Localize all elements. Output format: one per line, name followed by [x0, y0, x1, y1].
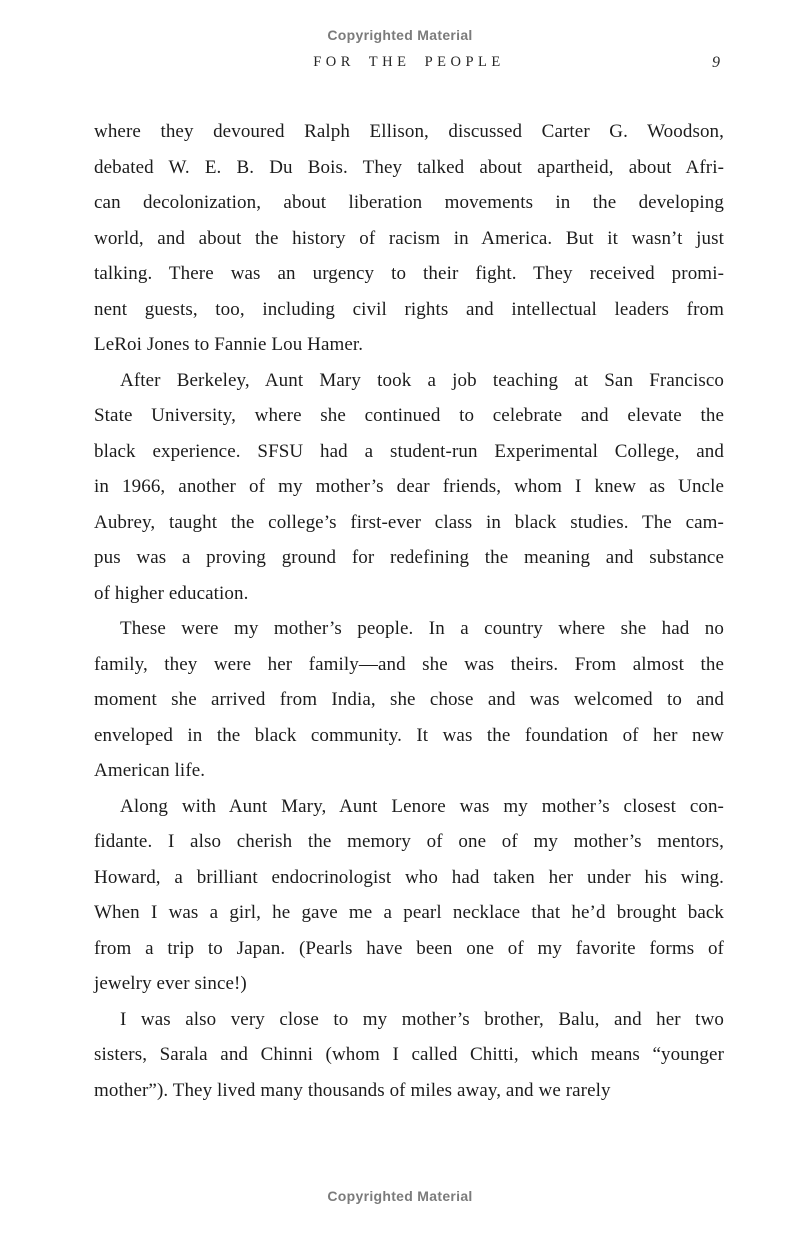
text-line: mother”). They lived many thousands of miles away, and we rarely [94, 1079, 611, 1101]
text-line: enveloped in the black community. It was the foundation of her new [94, 724, 724, 746]
text-line: black experience. SFSU had a student-run Experimental College, and [94, 440, 724, 462]
text-line: pus was a proving ground for redefining the meaning and substance [94, 547, 724, 568]
text-line: After Berkeley, Aunt Mary took a job teaching at San Francisco [120, 369, 724, 391]
copyright-notice-top: Copyrighted Material [327, 27, 473, 43]
paragraph [94, 114, 724, 363]
text-line: When I was a girl, he gave me a pearl necklace that he’d brought back [94, 902, 724, 923]
text-line: where they devoured Ralph Ellison, discussed Carter G. Woodson, [94, 121, 724, 142]
text-line: from a trip to Japan. (Pearls have been one of my favorite forms of [94, 937, 724, 959]
text-line: nent guests, too, including civil rights and intellectual leaders from [94, 298, 724, 320]
text-line: American life. [94, 760, 206, 781]
body-text [94, 114, 724, 1108]
paragraph [94, 1002, 724, 1109]
text-line: of higher education. [94, 582, 249, 604]
text-line: fidante. I also cherish the memory of one of my mother’s mentors, [94, 831, 724, 852]
running-header-title: FOR THE PEOPLE [313, 54, 505, 70]
paragraph [94, 789, 724, 1002]
text-line: Along with Aunt Mary, Aunt Lenore was my mother’s closest con- [120, 795, 724, 817]
paragraph [94, 363, 724, 612]
text-line: can decolonization, about liberation movements in the developing [94, 192, 724, 213]
paragraph [94, 611, 724, 789]
text-line: sisters, Sarala and Chinni (whom I called Chitti, which means “younger [94, 1044, 724, 1065]
page-number: 9 [712, 54, 720, 71]
copyright-notice-bottom: Copyrighted Material [327, 1188, 473, 1204]
text-line: talking. There was an urgency to their fight. They received promi- [94, 263, 724, 284]
text-line: State University, where she continued to celebrate and elevate the [94, 405, 724, 426]
text-line: debated W. E. B. Du Bois. They talked about apartheid, about Afri- [94, 156, 724, 178]
text-line: Howard, a brilliant endocrinologist who had taken her under his wing. [94, 866, 724, 888]
text-line: in 1966, another of my mother’s dear friends, whom I knew as Uncle [94, 476, 724, 497]
text-line: jewelry ever since!) [94, 973, 247, 994]
text-line: I was also very close to my mother’s brother, Balu, and her two [120, 1008, 724, 1030]
text-line: moment she arrived from India, she chose and was welcomed to and [94, 689, 724, 710]
text-line: These were my mother’s people. In a country where she had no [120, 618, 724, 639]
text-line: family, they were her family—and she was theirs. From almost the [94, 653, 724, 675]
running-header [94, 54, 724, 76]
text-line: Aubrey, taught the college’s first-ever class in black studies. The cam- [94, 511, 724, 533]
text-line: world, and about the history of racism in America. But it wasn’t just [94, 227, 724, 249]
text-line: LeRoi Jones to Fannie Lou Hamer. [94, 334, 364, 355]
